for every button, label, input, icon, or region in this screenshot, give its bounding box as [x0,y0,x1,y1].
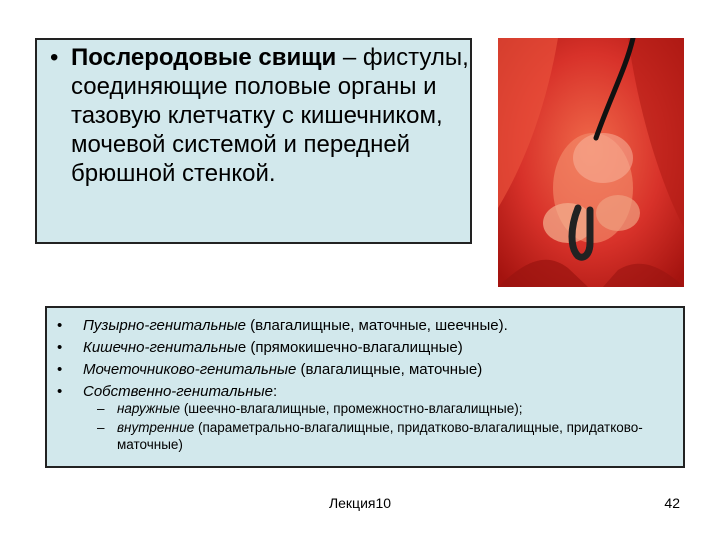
definition-title: Послеродовые свищи [71,44,337,71]
bullet-marker: • [50,44,59,71]
definition-body: – фистулы, соединяющие половые органы и тазовую клетчатку с кишечником, мочевой системой и передней брюшной стенкой. [71,44,469,187]
surgical-photo [498,38,684,287]
fistula-types-list [47,315,683,403]
bullet-marker: • [57,361,63,378]
subtype-detail: (параметрально-влагалищные, придатково-влагалищные, придатково-маточные) [117,420,643,452]
list-item [47,400,683,417]
fistula-type-name: Мочеточниково-генитальные [83,361,297,378]
fistula-type-name: Собственно-генитальные [83,383,273,400]
definition-box [35,38,472,244]
fistula-type-detail: (влагалищные, маточные, шеечные). [245,317,508,334]
fistula-type-detail: : [272,383,278,400]
subtype-detail: (шеечно-влагалищные, промежностно-влагалищные); [180,401,523,416]
list-item [47,315,683,337]
dash-marker: – [97,420,105,435]
list-item [47,337,683,359]
fistula-type-detail: е (прямокишечно-влагалищные) [237,339,463,356]
list-item [47,359,683,381]
classification-box [45,306,685,468]
subtype-name: внутренние [117,420,195,435]
bullet-marker: • [57,339,63,356]
lecture-label: Лекция10 [328,495,392,511]
bullet-marker: • [57,317,63,334]
bullet-marker: • [57,383,63,400]
definition-text [71,43,471,188]
fistula-type-name: Кишечно-генитальны [83,339,238,356]
page-number: 42 [664,495,680,511]
dash-marker: – [97,401,105,416]
list-item [47,419,683,453]
subtype-name: наружные [117,401,181,416]
genital-subtypes-list [47,400,683,455]
fistula-type-name: Пузырно-генитальные [83,317,246,334]
fistula-type-detail: (влагалищные, маточные) [296,361,483,378]
